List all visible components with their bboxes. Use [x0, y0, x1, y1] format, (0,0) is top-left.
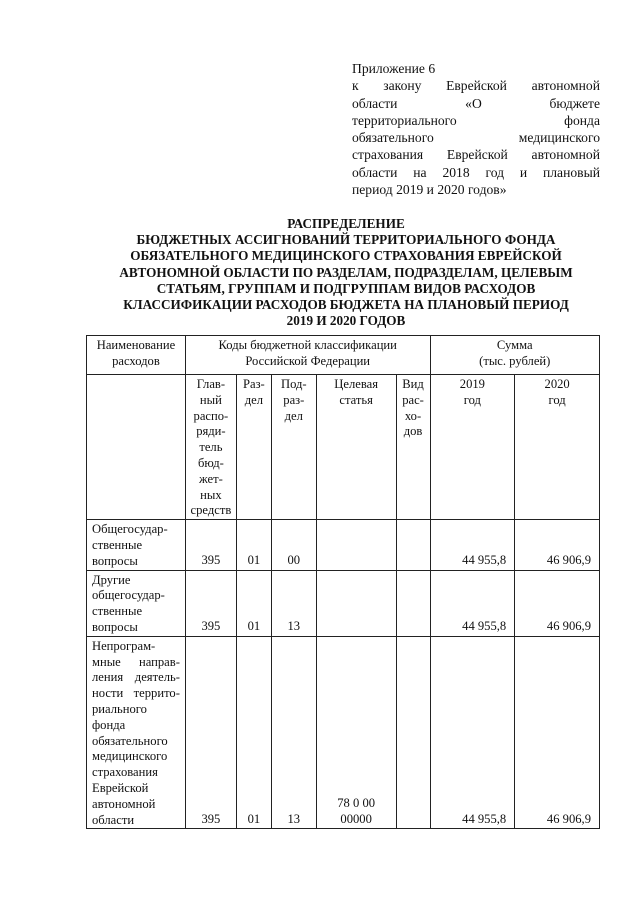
cell-line: вопросы [92, 553, 138, 568]
subheader-admin-cell [185, 375, 236, 520]
row-2020-cell: 46 906,9 [515, 570, 600, 636]
cell-line: фонда [92, 717, 126, 732]
cell-line: ственные [92, 537, 143, 552]
cell-line: ряди- [196, 424, 226, 439]
subheader-subsection-cell [271, 375, 316, 520]
row-2020-cell: 46 906,9 [515, 520, 600, 570]
appendix-line: области «О бюджете [352, 95, 600, 111]
cell-line: год [463, 392, 481, 407]
appendix-line: к закону Еврейской автономной [352, 78, 600, 94]
cell-line: тель [199, 440, 223, 455]
row-2019-cell: 44 955,8 [430, 570, 515, 636]
table-row [87, 636, 600, 829]
cell-line: год [548, 392, 566, 407]
cell-line: ности террито- [92, 686, 180, 701]
cell-line: медицинского [92, 749, 168, 764]
table-row [87, 520, 600, 570]
row-subsection-cell: 13 [271, 636, 316, 829]
heading-line: СТАТЬЯМ, ГРУППАМ И ПОДГРУППАМ ВИДОВ РАСХОДОВ [156, 280, 536, 296]
cell-line: статья [339, 392, 373, 407]
heading-line: АВТОНОМНОЙ ОБЛАСТИ ПО РАЗДЕЛАМ, ПОДРАЗДЕЛАМ, ЦЕЛЕВЫМ [119, 264, 573, 280]
header-sum-cell [430, 336, 600, 375]
cell-line: бюд- [198, 455, 224, 470]
header-text: (тыс. рублей) [479, 353, 551, 368]
subheader-2020-cell [515, 375, 600, 520]
cell-line: хо- [404, 408, 422, 423]
row-2020-cell: 46 906,9 [515, 636, 600, 829]
header-codes-cell [185, 336, 430, 375]
cell-line: жет- [198, 471, 223, 486]
appendix-line: области на 2018 год и плановый [352, 164, 600, 180]
row-target-cell: 78 0 00 00000 [316, 636, 396, 829]
header-text: Наименование [96, 338, 176, 352]
row-admin-cell: 395 [185, 520, 236, 570]
appendix-line: страхования Еврейской автономной [352, 147, 600, 163]
header-text: Коды бюджетной классификации [218, 338, 397, 352]
cell-line: распо- [193, 408, 229, 423]
row-subsection-cell: 00 [271, 520, 316, 570]
heading-line: КЛАССИФИКАЦИИ РАСХОДОВ БЮДЖЕТА НА ПЛАНОВЫЙ ПЕРИОД [123, 297, 569, 313]
row-section-cell: 01 [236, 570, 271, 636]
header-text: расходов [112, 353, 160, 368]
row-kind-cell [396, 636, 430, 829]
header-name-cell [87, 336, 186, 375]
cell-line: Под- [280, 377, 307, 391]
cell-line: ственные [92, 604, 143, 619]
table-row [87, 570, 600, 636]
cell-line: ления деятель- [92, 670, 180, 685]
cell-line: вопросы [92, 619, 138, 634]
cell-line: области [92, 812, 135, 827]
appendix-line: период 2019 и 2020 годов» [352, 182, 507, 198]
heading-line: БЮДЖЕТНЫХ АССИГНОВАНИЙ ТЕРРИТОРИАЛЬНОГО ФОНДА [136, 232, 556, 248]
appendix-note [352, 60, 600, 198]
cell-line: Вид [402, 377, 424, 391]
cell-line: Другие [92, 572, 131, 587]
row-name-cell [87, 570, 186, 636]
cell-line: 2020 [544, 377, 570, 391]
row-name-cell [87, 520, 186, 570]
cell-line: мные направ- [92, 654, 180, 669]
cell-line: рас- [402, 392, 424, 407]
cell-line: раз- [283, 392, 305, 407]
cell-line: дов [403, 424, 423, 439]
table-header-row [87, 336, 600, 375]
cell-line: Раз- [242, 377, 265, 391]
cell-line: средств [190, 503, 232, 518]
cell-line: дел [284, 408, 303, 423]
cell-line: риального [92, 701, 147, 716]
row-2019-cell: 44 955,8 [430, 520, 515, 570]
cell-line: ных [200, 487, 222, 502]
row-name-cell [87, 636, 186, 829]
cell-line: 2019 [459, 377, 485, 391]
subheader-blank-cell [87, 375, 186, 520]
subheader-2019-cell [430, 375, 515, 520]
appendix-line: территориального фонда [352, 112, 600, 128]
table-subheader-row [87, 375, 600, 520]
row-kind-cell [396, 570, 430, 636]
row-section-cell: 01 [236, 520, 271, 570]
cell-line: Целевая [334, 377, 379, 391]
row-admin-cell: 395 [185, 636, 236, 829]
document-heading [108, 216, 584, 329]
cell-line: Еврейской [92, 780, 149, 795]
cell-line: общегосудар- [92, 588, 165, 603]
row-2019-cell: 44 955,8 [430, 636, 515, 829]
subheader-kind-cell [396, 375, 430, 520]
heading-line: РАСПРЕДЕЛЕНИЕ [287, 216, 405, 231]
subheader-section-cell [236, 375, 271, 520]
subheader-target-cell [316, 375, 396, 520]
row-kind-cell [396, 520, 430, 570]
cell-line: Глав- [196, 377, 226, 391]
header-text: Российской Федерации [245, 353, 371, 368]
cell-line: дел [244, 392, 264, 407]
cell-line: Общегосудар- [92, 522, 168, 537]
row-section-cell: 01 [236, 636, 271, 829]
header-text: Сумма [496, 338, 533, 352]
cell-line: обязательного [92, 733, 168, 748]
cell-line: автономной [92, 796, 156, 811]
cell-line: страхования [92, 765, 158, 780]
row-target-cell [316, 520, 396, 570]
appendix-line: обязательного медицинского [352, 130, 600, 146]
row-target-cell [316, 570, 396, 636]
heading-line: ОБЯЗАТЕЛЬНОГО МЕДИЦИНСКОГО СТРАХОВАНИЯ ЕВРЕЙСКОЙ [130, 248, 562, 264]
cell-line: Непрограм- [92, 638, 156, 653]
row-subsection-cell: 13 [271, 570, 316, 636]
cell-line: ный [199, 392, 222, 407]
row-admin-cell: 395 [185, 570, 236, 636]
appendix-line: Приложение 6 [352, 61, 436, 76]
heading-line: 2019 И 2020 ГОДОВ [286, 313, 406, 329]
budget-table [86, 335, 600, 829]
